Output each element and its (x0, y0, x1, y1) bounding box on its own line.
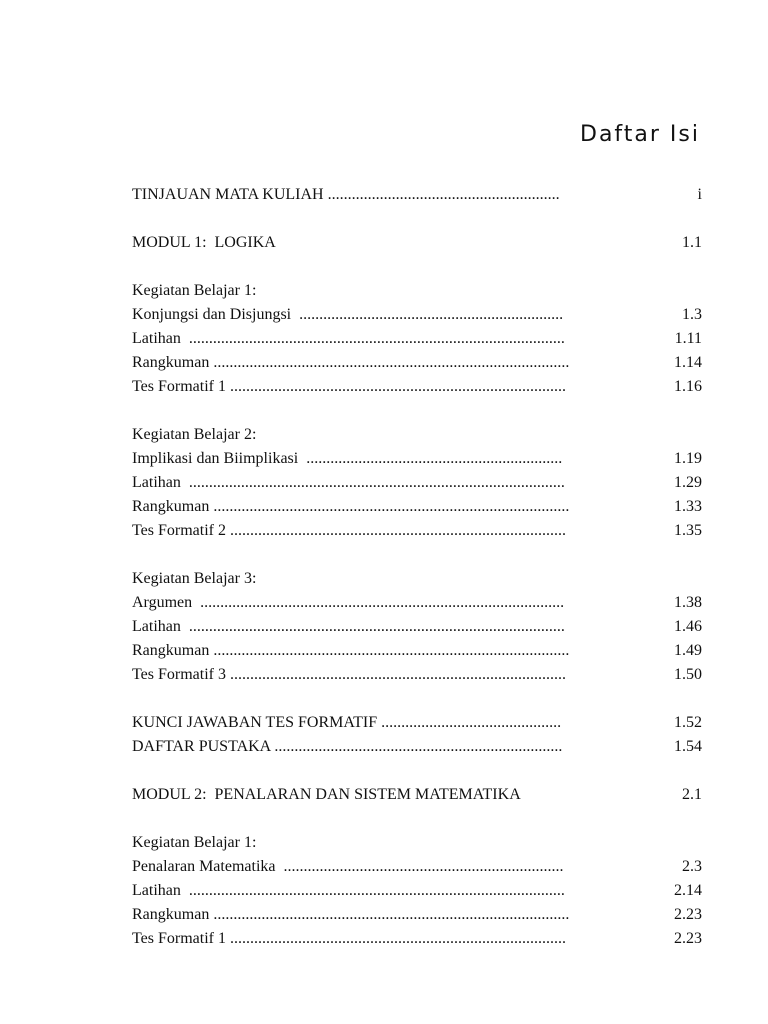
toc-entry[interactable] (132, 447, 704, 471)
toc-entry-label: Latihan .............................................................................................. (132, 882, 565, 899)
toc-page-number: 1.52 (674, 714, 702, 731)
page-title: Daftar Isi (580, 122, 700, 147)
toc-page-number: 2.23 (674, 906, 702, 923)
toc-entry-label: KUNCI JAWABAN TES FORMATIF ............................................. (132, 714, 562, 731)
toc-page-number: 2.1 (682, 786, 702, 803)
toc-entry[interactable] (132, 183, 704, 207)
toc-entry[interactable] (132, 471, 704, 495)
toc-entry[interactable] (132, 327, 704, 351)
toc-entry[interactable] (132, 303, 704, 327)
toc-entry-label: DAFTAR PUSTAKA ........................................................................ (132, 738, 563, 755)
toc-entry-label: Tes Formatif 1 .................................................................................... (132, 378, 566, 395)
toc-entry-label: MODUL 2: PENALARAN DAN SISTEM MATEMATIKA (132, 786, 521, 803)
toc-entry-label: Rangkuman ......................................................................................... (132, 498, 570, 515)
toc-entry[interactable] (132, 735, 704, 759)
toc-spacer (132, 759, 704, 783)
toc-entry[interactable] (132, 783, 704, 807)
toc-spacer (132, 255, 704, 279)
toc-entry-label: Argumen ........................................................................................... (132, 594, 565, 611)
toc-page-number: 2.14 (674, 882, 702, 899)
toc-page-number: 2.23 (674, 930, 702, 947)
table-of-contents (132, 183, 704, 951)
toc-page-number: 1.16 (674, 378, 702, 395)
toc-page-number: 1.19 (674, 450, 702, 467)
toc-entry[interactable] (132, 927, 704, 951)
toc-page-number: 1.33 (674, 498, 702, 515)
toc-entry-label: Tes Formatif 3 .................................................................................... (132, 666, 566, 683)
toc-entry[interactable] (132, 591, 704, 615)
toc-section-heading (132, 423, 704, 447)
toc-page-number: 2.3 (682, 858, 702, 875)
toc-entry-label: MODUL 1: LOGIKA (132, 234, 276, 251)
toc-spacer (132, 207, 704, 231)
toc-page-number: 1.49 (674, 642, 702, 659)
toc-spacer (132, 399, 704, 423)
toc-page-number: 1.50 (674, 666, 702, 683)
toc-entry[interactable] (132, 903, 704, 927)
toc-entry-label: TINJAUAN MATA KULIAH .......................................................... (132, 186, 560, 203)
toc-entry-label: Penalaran Matematika ...................................................................... (132, 858, 564, 875)
toc-entry[interactable] (132, 639, 704, 663)
toc-entry[interactable] (132, 855, 704, 879)
toc-page-number: 1.38 (674, 594, 702, 611)
toc-page-number: 1.46 (674, 618, 702, 635)
toc-heading-text: Kegiatan Belajar 2: (132, 426, 257, 443)
toc-spacer (132, 543, 704, 567)
toc-entry[interactable] (132, 351, 704, 375)
toc-entry-label: Latihan .............................................................................................. (132, 618, 565, 635)
toc-page-number: 1.29 (674, 474, 702, 491)
toc-section-heading (132, 831, 704, 855)
toc-entry-label: Konjungsi dan Disjungsi .................................................................. (132, 306, 564, 323)
toc-entry-label: Latihan .............................................................................................. (132, 474, 565, 491)
toc-entry[interactable] (132, 615, 704, 639)
toc-entry[interactable] (132, 375, 704, 399)
toc-entry-label: Rangkuman ......................................................................................... (132, 906, 570, 923)
toc-entry[interactable] (132, 231, 704, 255)
toc-page-number: i (697, 186, 702, 203)
toc-heading-text: Kegiatan Belajar 1: (132, 282, 257, 299)
toc-section-heading (132, 567, 704, 591)
toc-entry-label: Tes Formatif 1 .................................................................................... (132, 930, 566, 947)
toc-heading-text: Kegiatan Belajar 1: (132, 834, 257, 851)
toc-entry-label: Tes Formatif 2 .................................................................................... (132, 522, 566, 539)
toc-entry-label: Rangkuman ......................................................................................... (132, 642, 570, 659)
toc-page-number: 1.11 (674, 330, 702, 347)
toc-section-heading (132, 279, 704, 303)
toc-entry-label: Implikasi dan Biimplikasi ................................................................ (132, 450, 563, 467)
toc-entry-label: Latihan .............................................................................................. (132, 330, 565, 347)
toc-entry[interactable] (132, 663, 704, 687)
toc-page-number: 1.35 (674, 522, 702, 539)
toc-page-number: 1.54 (674, 738, 702, 755)
toc-entry[interactable] (132, 879, 704, 903)
toc-heading-text: Kegiatan Belajar 3: (132, 570, 257, 587)
toc-page-number: 1.1 (682, 234, 702, 251)
toc-page-number: 1.3 (682, 306, 702, 323)
toc-entry[interactable] (132, 711, 704, 735)
toc-page-number: 1.14 (674, 354, 702, 371)
toc-entry[interactable] (132, 519, 704, 543)
toc-spacer (132, 687, 704, 711)
toc-entry[interactable] (132, 495, 704, 519)
toc-spacer (132, 807, 704, 831)
toc-entry-label: Rangkuman ......................................................................................... (132, 354, 570, 371)
